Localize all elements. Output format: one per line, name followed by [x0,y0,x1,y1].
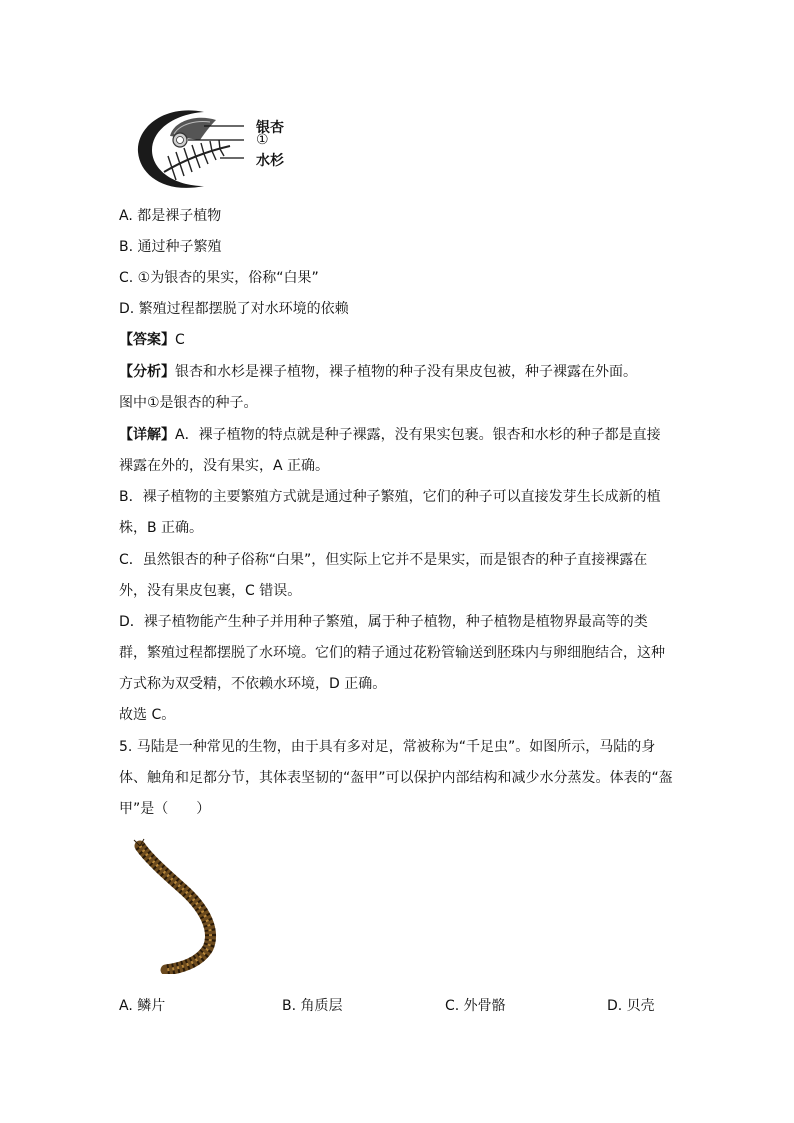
q4-detail-line-2: 裸露在外的，没有果实，A 正确。 [119,458,330,474]
q4-option-d: D. 繁殖过程都摆脱了对水环境的依赖 [119,301,349,317]
q4-option-c: C. ①为银杏的果实，俗称“白果” [119,270,319,286]
detail-label: 【详解】 [119,427,175,443]
label-metasequoia: 水杉 [256,153,284,169]
label-ginkgo: 银杏 [256,120,284,136]
q5-option-b: B. 角质层 [282,998,343,1014]
q4-option-a: A. 都是裸子植物 [119,208,222,224]
q4-detail-line-7: D．裸子植物能产生种子并用种子繁殖，属于种子植物，种子植物是植物界最高等的类 [119,614,648,630]
millipede-image [126,838,226,974]
q4-detail-line-6: 外，没有果皮包裹，C 错误。 [119,583,302,599]
plant-diagram [134,106,304,192]
q4-conclusion: 故选 C。 [119,707,176,723]
label-marker-1: ① [256,132,269,148]
q4-detail-line-1 [119,425,661,445]
q5-stem-line-2: 体、触角和足都分节，其体表坚韧的“盔甲”可以保护内部结构和减少水分蒸发。体表的“盔 [119,770,673,786]
millipede-illustration [126,838,226,974]
q4-detail-line-9: 方式称为双受精，不依赖水环境，D 正确。 [119,676,387,692]
q5-stem-line-3: 甲”是（ ） [119,801,211,817]
q5-option-a: A. 鳞片 [119,998,166,1014]
q4-detail-line-5: C．虽然银杏的种子俗称“白果”，但实际上它并不是果实，而是银杏的种子直接裸露在 [119,552,648,568]
q4-detail-line-3: B．裸子植物的主要繁殖方式就是通过种子繁殖，它们的种子可以直接发芽生长成新的植 [119,489,661,505]
plant-illustration [134,106,244,192]
answer-label: 【答案】 [119,332,175,348]
q4-analysis [119,362,637,382]
analysis-label: 【分析】 [119,364,175,380]
q5-option-c: C. 外骨骼 [445,998,506,1014]
q4-analysis-line2: 图中①是银杏的种子。 [119,395,258,411]
analysis-text: 银杏和水杉是裸子植物，裸子植物的种子没有果皮包被，种子裸露在外面。 [175,364,637,380]
q5-option-d: D. 贝壳 [607,998,655,1014]
q4-option-b: B. 通过种子繁殖 [119,239,222,255]
answer-value: C [175,332,185,348]
q4-detail-line-8: 群，繁殖过程都摆脱了水环境。它们的精子通过花粉管输送到胚珠内与卵细胞结合，这种 [119,645,665,661]
q4-detail-line-4: 株，B 正确。 [119,520,204,536]
detail-text: A．裸子植物的特点就是种子裸露，没有果实包裹。银杏和水杉的种子都是直接 [175,427,661,443]
q4-answer [119,330,185,350]
q5-stem-line-1: 5. 马陆是一种常见的生物，由于具有多对足，常被称为“千足虫”。如图所示，马陆的身 [119,739,656,755]
